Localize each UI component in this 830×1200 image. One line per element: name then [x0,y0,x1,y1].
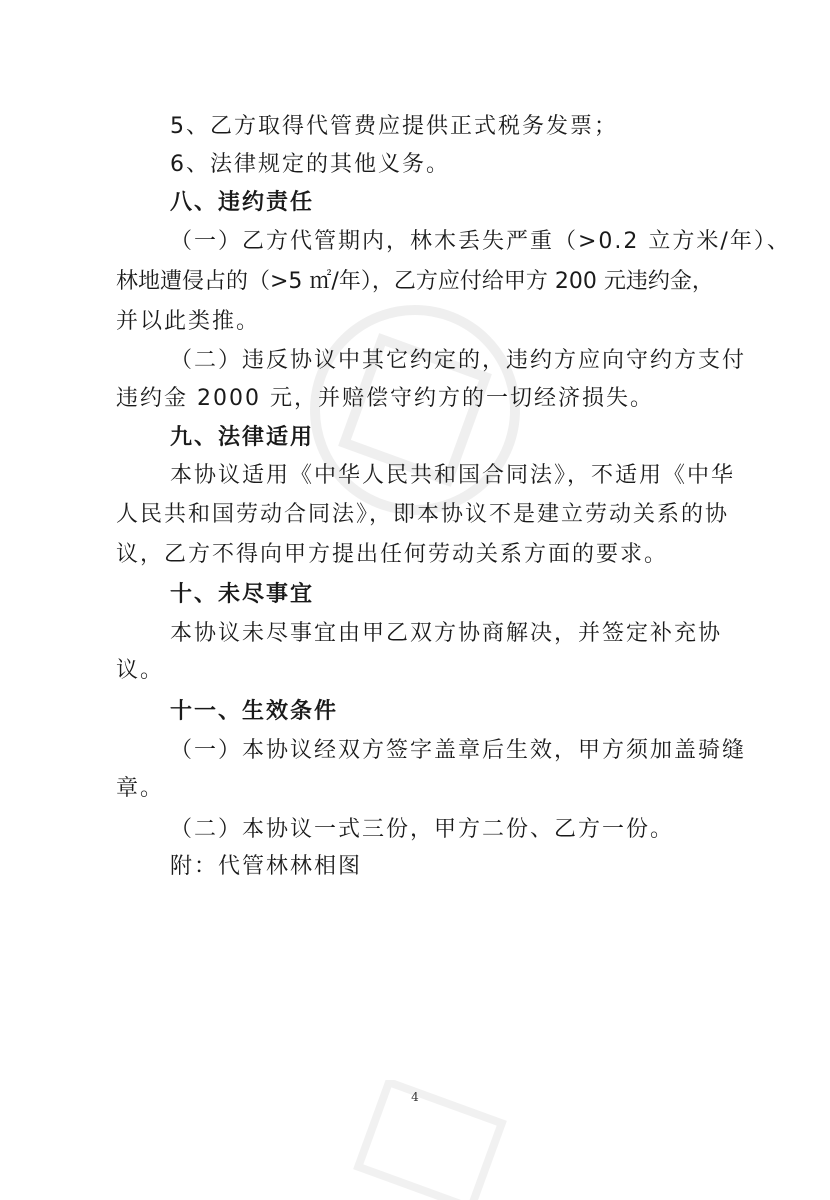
section-heading-10: 十、未尽事宜 [170,582,315,607]
text-line: （一）乙方代管期内，林木丢失严重（>0.2 立方米/年）、 [170,229,791,254]
text-line: （二）本协议一式三份，甲方二份、乙方一份。 [170,817,675,842]
section-heading-9: 九、法律适用 [170,425,315,450]
text-line: 6、法律规定的其他义务。 [170,152,450,177]
text-line: 本协议未尽事宜由甲乙双方协商解决，并签定补充协 [170,621,723,646]
text-line: 并以此类推。 [116,309,261,334]
text-line: 5、乙方取得代管费应提供正式税务发票； [170,114,618,139]
attachment-note: 附：代管林林相图 [170,854,363,879]
section-heading-11: 十一、生效条件 [170,699,339,724]
text-line: （一）本协议经双方签字盖章后生效，甲方须加盖骑缝 [170,738,747,763]
text-line: 议。 [116,658,165,683]
text-line: 违约金 2000 元，并赔偿守约方的一切经济损失。 [116,386,654,411]
watermark-icon [340,1080,520,1200]
text-line: 议，乙方不得向甲方提出任何劳动关系方面的要求。 [116,542,669,567]
text-line: （二）违反协议中其它约定的，违约方应向守约方支付 [170,348,747,373]
text-line: 林地遭侵占的（>5 ㎡/年），乙方应付给甲方 200 元违约金， [116,269,714,294]
text-line: 本协议适用《中华人民共和国合同法》，不适用《中华 [170,463,736,488]
section-heading-8: 八、违约责任 [170,190,315,215]
page-number: 4 [411,1090,419,1104]
text-line: 人民共和国劳动合同法》，即本协议不是建立劳动关系的协 [116,502,730,527]
text-line: 章。 [116,776,165,801]
